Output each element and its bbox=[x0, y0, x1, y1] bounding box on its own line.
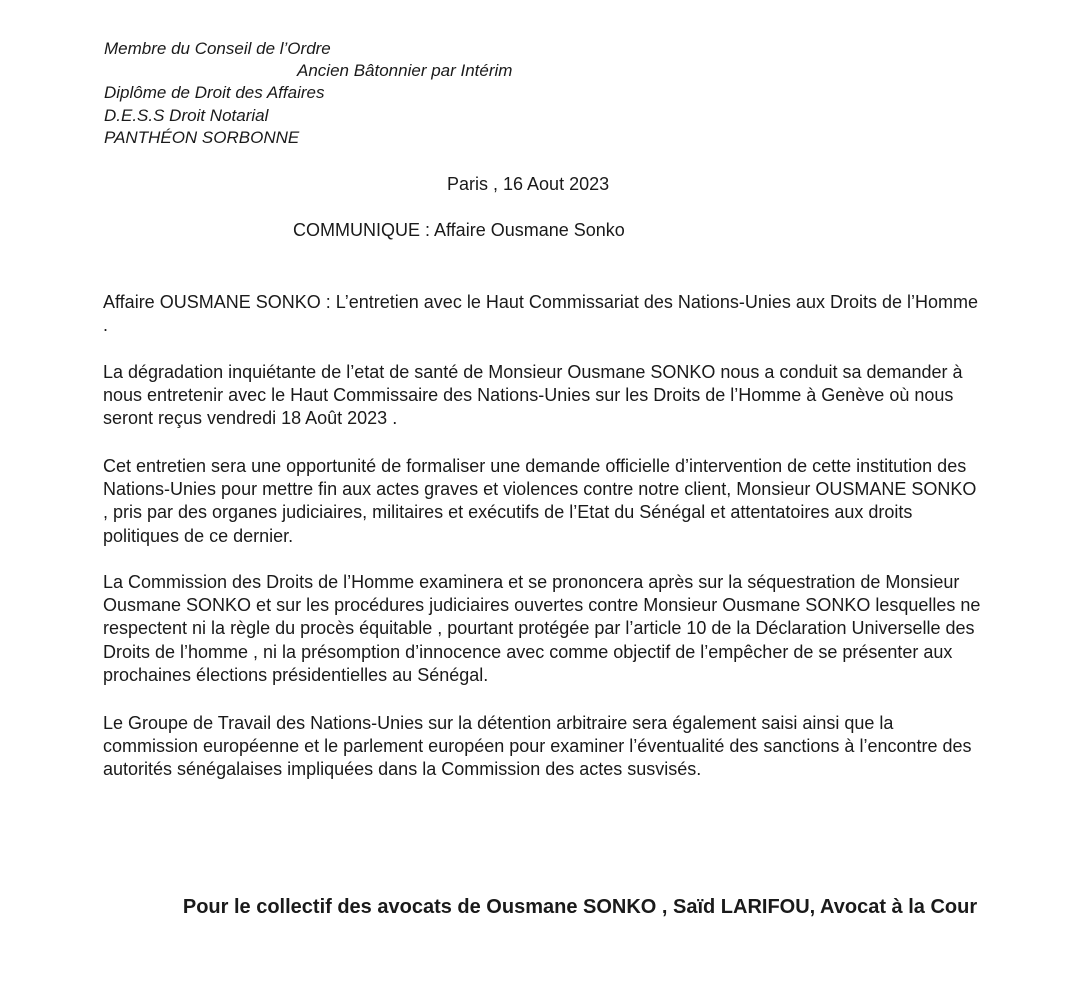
header-line-council-member: Membre du Conseil de l’Ordre bbox=[104, 39, 331, 58]
header-line-former-batonnier: Ancien Bâtonnier par Intérim bbox=[297, 61, 513, 80]
document-title: COMMUNIQUE : Affaire Ousmane Sonko bbox=[293, 220, 625, 240]
paragraph-meeting: Cet entretien sera une opportunité de formaliser une demande officielle d’intervention de cette institution des Nations-Unies pour mettre fin aux actes graves et violences contre notre client, Monsieur OUSMANE SONKO , pris par des organes judiciaires, militaires et exécutifs de l’Etat du Sénégal et attentatoires aux droits politiques de ce dernier. bbox=[103, 456, 977, 546]
paragraph-subject: Affaire OUSMANE SONKO : L’entretien avec le Haut Commissariat des Nations-Unies aux Droits de l’Homme . bbox=[103, 292, 978, 336]
header-line-university: PANTHÉON SORBONNE bbox=[104, 128, 300, 147]
header-line-dess: D.E.S.S Droit Notarial bbox=[104, 106, 269, 125]
header-line-diploma: Diplôme de Droit des Affaires bbox=[104, 83, 325, 102]
signature-block: Pour le collectif des avocats de Ousmane SONKO , Saïd LARIFOU, Avocat à la Cour bbox=[182, 896, 978, 918]
paragraph-working-group: Le Groupe de Travail des Nations-Unies sur la détention arbitraire sera également saisi ainsi que la commission européenne et le parlement européen pour examiner l’éventualité des sanctions à l’encontre des autorités sénégalaises impliquées dans la Commission des actes susvisés. bbox=[103, 713, 972, 780]
document-date: Paris , 16 Aout 2023 bbox=[447, 174, 610, 194]
paragraph-commission: La Commission des Droits de l’Homme examinera et se prononcera après sur la séquestration de Monsieur Ousmane SONKO et sur les procédures judiciaires ouvertes contre Monsieur Ousmane SONKO lesquelles ne respectent ni la règle du procès équitable , pourtant protégée par l’article 10 de la Déclaration Universelle des Droits de l’homme , ni la présomption d’innocence avec comme objectif de l’empêcher de se présenter aux prochaines élections présidentielles au Sénégal. bbox=[103, 572, 981, 685]
paragraph-health: La dégradation inquiétante de l’etat de santé de Monsieur Ousmane SONKO nous a conduit sa demander à nous entretenir avec le Haut Commissaire des Nations-Unies sur les Droits de l’Homme à Genève où nous seront reçus vendredi 18 Août 2023 . bbox=[103, 362, 963, 429]
